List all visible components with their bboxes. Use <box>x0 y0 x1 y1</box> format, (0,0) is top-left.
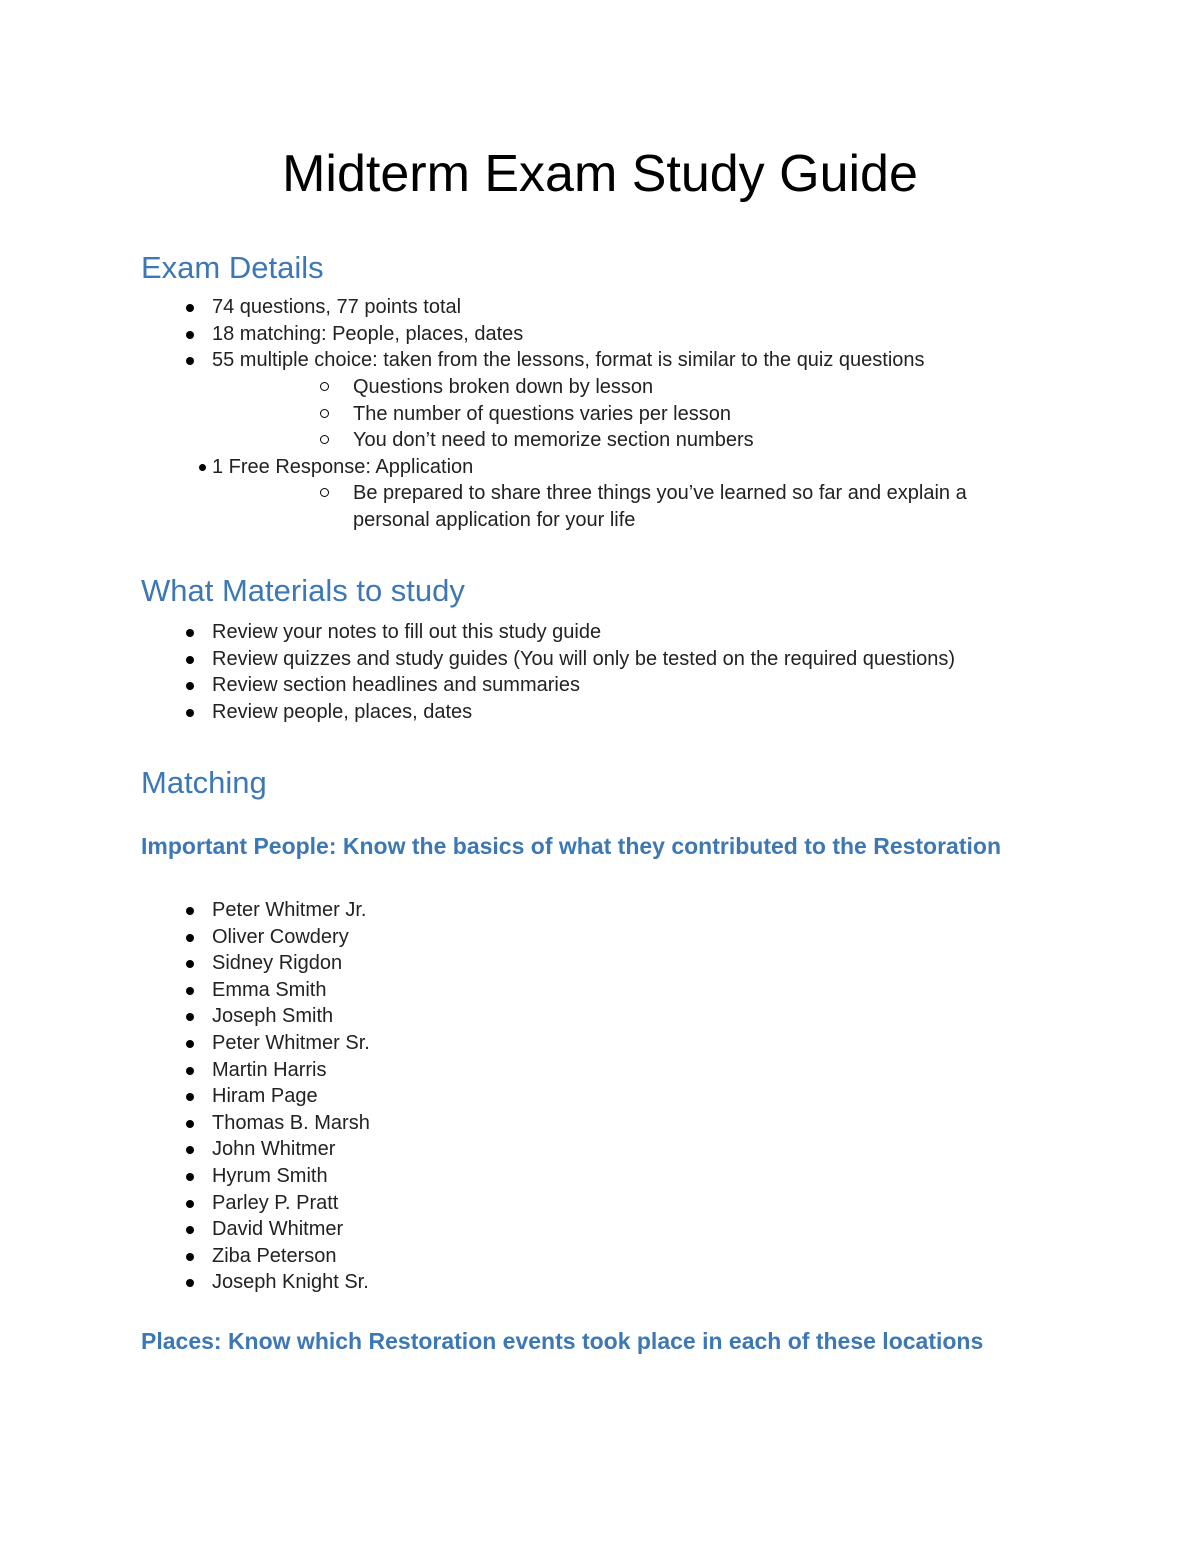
places-subheading: Places: Know which Restoration events took place in each of these locations <box>141 1328 984 1354</box>
bullet-icon <box>186 934 194 942</box>
bullet-icon <box>186 629 194 637</box>
hollow-bullet-icon <box>320 435 329 444</box>
bullet-icon <box>186 1279 194 1287</box>
list-item: David Whitmer <box>141 1216 370 1243</box>
list-item: Review quizzes and study guides (You will only be tested on the required questions) <box>141 646 955 673</box>
free-response-sublist <box>353 480 1033 533</box>
bullet-icon <box>199 464 206 471</box>
list-item: Peter Whitmer Jr. <box>141 897 370 924</box>
list-item: The number of questions varies per lesson <box>353 401 754 428</box>
people-subheading: Important People: Know the basics of what they contributed to the Restoration <box>141 833 1001 859</box>
hollow-bullet-icon <box>320 488 329 497</box>
materials-heading: What Materials to study <box>141 573 465 608</box>
bullet-icon <box>186 357 194 365</box>
list-item: Martin Harris <box>141 1057 370 1084</box>
list-item: 55 multiple choice: taken from the lessons, format is similar to the quiz questions <box>141 347 925 374</box>
list-item: John Whitmer <box>141 1136 370 1163</box>
bullet-icon <box>186 1173 194 1181</box>
list-item: Joseph Smith <box>141 1003 370 1030</box>
list-item: Review people, places, dates <box>141 699 955 726</box>
bullet-icon <box>186 1013 194 1021</box>
materials-list <box>141 619 955 725</box>
bullet-icon <box>186 1120 194 1128</box>
bullet-icon <box>186 1226 194 1234</box>
free-response-list <box>141 454 473 481</box>
list-item: Ziba Peterson <box>141 1243 370 1270</box>
bullet-icon <box>186 682 194 690</box>
list-item: Sidney Rigdon <box>141 950 370 977</box>
bullet-icon <box>186 1146 194 1154</box>
list-item: 1 Free Response: Application <box>141 454 473 481</box>
bullet-icon <box>186 1040 194 1048</box>
bullet-icon <box>186 656 194 664</box>
exam-details-heading: Exam Details <box>141 250 324 285</box>
bullet-icon <box>186 331 194 339</box>
list-item: Questions broken down by lesson <box>353 374 754 401</box>
bullet-icon <box>186 987 194 995</box>
hollow-bullet-icon <box>320 409 329 418</box>
list-item: Be prepared to share three things you’ve learned so far and explain a personal application for your life <box>353 480 1033 533</box>
list-item: Oliver Cowdery <box>141 924 370 951</box>
list-item: Review section headlines and summaries <box>141 672 955 699</box>
list-item: Joseph Knight Sr. <box>141 1269 370 1296</box>
page-title: Midterm Exam Study Guide <box>282 145 918 203</box>
bullet-icon <box>186 907 194 915</box>
list-item: Hiram Page <box>141 1083 370 1110</box>
list-item: Emma Smith <box>141 977 370 1004</box>
multiple-choice-sublist <box>353 374 754 454</box>
list-item: You don’t need to memorize section numbers <box>353 427 754 454</box>
exam-details-list <box>141 294 925 374</box>
bullet-icon <box>186 1067 194 1075</box>
list-item: 74 questions, 77 points total <box>141 294 925 321</box>
bullet-icon <box>186 1253 194 1261</box>
list-item: Thomas B. Marsh <box>141 1110 370 1137</box>
list-item: Parley P. Pratt <box>141 1190 370 1217</box>
bullet-icon <box>186 1093 194 1101</box>
hollow-bullet-icon <box>320 382 329 391</box>
list-item: 18 matching: People, places, dates <box>141 321 925 348</box>
matching-heading: Matching <box>141 765 267 800</box>
list-item: Hyrum Smith <box>141 1163 370 1190</box>
bullet-icon <box>186 304 194 312</box>
bullet-icon <box>186 1200 194 1208</box>
bullet-icon <box>186 709 194 717</box>
list-item: Review your notes to fill out this study guide <box>141 619 955 646</box>
list-item: Peter Whitmer Sr. <box>141 1030 370 1057</box>
bullet-icon <box>186 960 194 968</box>
people-list <box>141 897 370 1296</box>
